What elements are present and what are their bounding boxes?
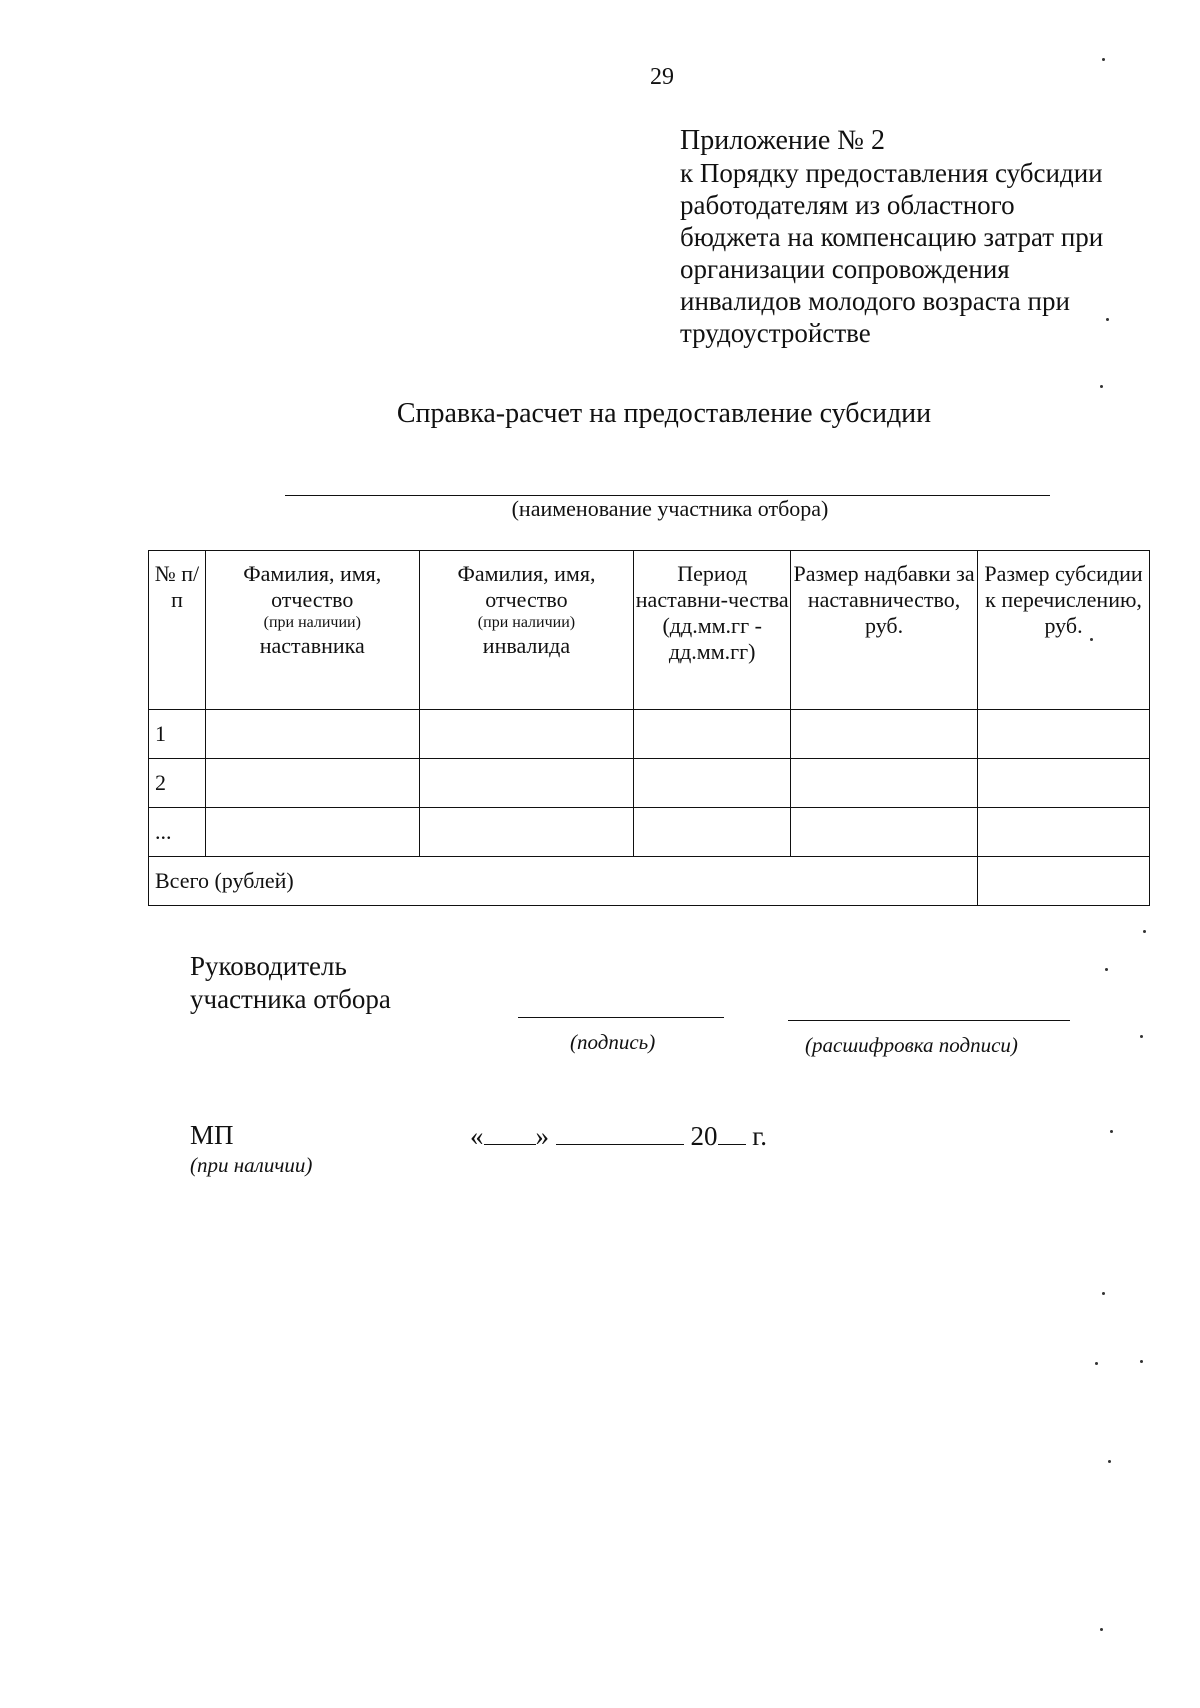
header-period: Период наставни-чества (дд.мм.гг - дд.мм.гг) <box>634 551 791 710</box>
header-number: № п/п <box>149 551 206 710</box>
cell <box>978 710 1150 759</box>
scan-speck <box>1100 385 1103 388</box>
scan-speck <box>1140 1035 1143 1038</box>
document-title: Справка-расчет на предоставление субсидии <box>396 398 932 429</box>
cell <box>978 808 1150 857</box>
scan-speck <box>1095 1362 1098 1365</box>
cell <box>205 759 419 808</box>
cell <box>419 808 634 857</box>
table-total-row <box>149 857 1150 906</box>
page-number: 29 <box>650 64 674 90</box>
cell <box>791 759 978 808</box>
year-prefix: 20 <box>690 1121 718 1151</box>
cell <box>419 759 634 808</box>
cell <box>791 808 978 857</box>
signer-line: участника отбора <box>190 984 391 1014</box>
scan-speck <box>1102 58 1105 61</box>
header-mentor-name: Фамилия, имя, отчество (при наличии) наставника <box>205 551 419 710</box>
table-row <box>149 808 1150 857</box>
header-disabled-name: Фамилия, имя, отчество (при наличии) инвалида <box>419 551 634 710</box>
decoding-line <box>788 1020 1070 1021</box>
appendix-line: организации сопровождения <box>680 254 1010 284</box>
scan-speck <box>1140 1360 1143 1363</box>
scan-speck <box>1090 638 1093 641</box>
header-subsidy: Размер субсидии к перечислению, руб. <box>978 551 1150 710</box>
scan-speck <box>1100 1628 1103 1631</box>
signature-caption: (подпись) <box>570 1030 656 1054</box>
cell <box>205 808 419 857</box>
signer-title <box>190 950 391 1016</box>
participant-caption: (наименование участника отбора) <box>511 496 829 521</box>
appendix-heading: Приложение № 2 <box>680 125 885 156</box>
year-suffix: г. <box>752 1121 768 1151</box>
header-bonus: Размер надбавки за наставничество, руб. <box>791 551 978 710</box>
appendix-line: инвалидов молодого возраста при <box>680 286 1070 316</box>
calculation-table <box>148 550 1150 906</box>
table-header-row <box>149 551 1150 710</box>
stamp-note: (при наличии) <box>190 1153 313 1177</box>
month-blank <box>556 1120 684 1145</box>
cell <box>791 710 978 759</box>
cell <box>634 759 791 808</box>
stamp-label: МП <box>190 1120 234 1150</box>
cell <box>978 759 1150 808</box>
scan-speck <box>1102 1292 1105 1295</box>
scan-speck <box>1110 1130 1113 1133</box>
table-row <box>149 759 1150 808</box>
table-row <box>149 710 1150 759</box>
date-close-quote: » <box>535 1121 549 1151</box>
signer-line: Руководитель <box>190 951 347 981</box>
row-number: ... <box>149 808 206 857</box>
cell <box>205 710 419 759</box>
cell <box>634 808 791 857</box>
scan-speck <box>1143 930 1146 933</box>
cell <box>419 710 634 759</box>
appendix-line: работодателям из областного <box>680 190 1015 220</box>
decoding-caption: (расшифровка подписи) <box>805 1033 1018 1057</box>
scan-speck <box>1106 318 1109 321</box>
date-open-quote: « <box>470 1121 484 1151</box>
appendix-line: бюджета на компенсацию затрат при <box>680 222 1104 252</box>
appendix-line: к Порядку предоставления субсидии <box>680 158 1103 188</box>
cell <box>634 710 791 759</box>
row-number: 1 <box>149 710 206 759</box>
appendix-block <box>680 125 1103 349</box>
year-blank <box>718 1120 746 1145</box>
scan-speck <box>1108 1460 1111 1463</box>
date-field <box>470 1120 767 1152</box>
day-blank <box>484 1120 536 1145</box>
appendix-line: трудоустройстве <box>680 318 871 348</box>
scan-speck <box>1105 968 1108 971</box>
total-cell <box>978 857 1150 906</box>
row-number: 2 <box>149 759 206 808</box>
total-label: Всего (рублей) <box>149 857 978 906</box>
signature-line <box>518 1017 724 1018</box>
